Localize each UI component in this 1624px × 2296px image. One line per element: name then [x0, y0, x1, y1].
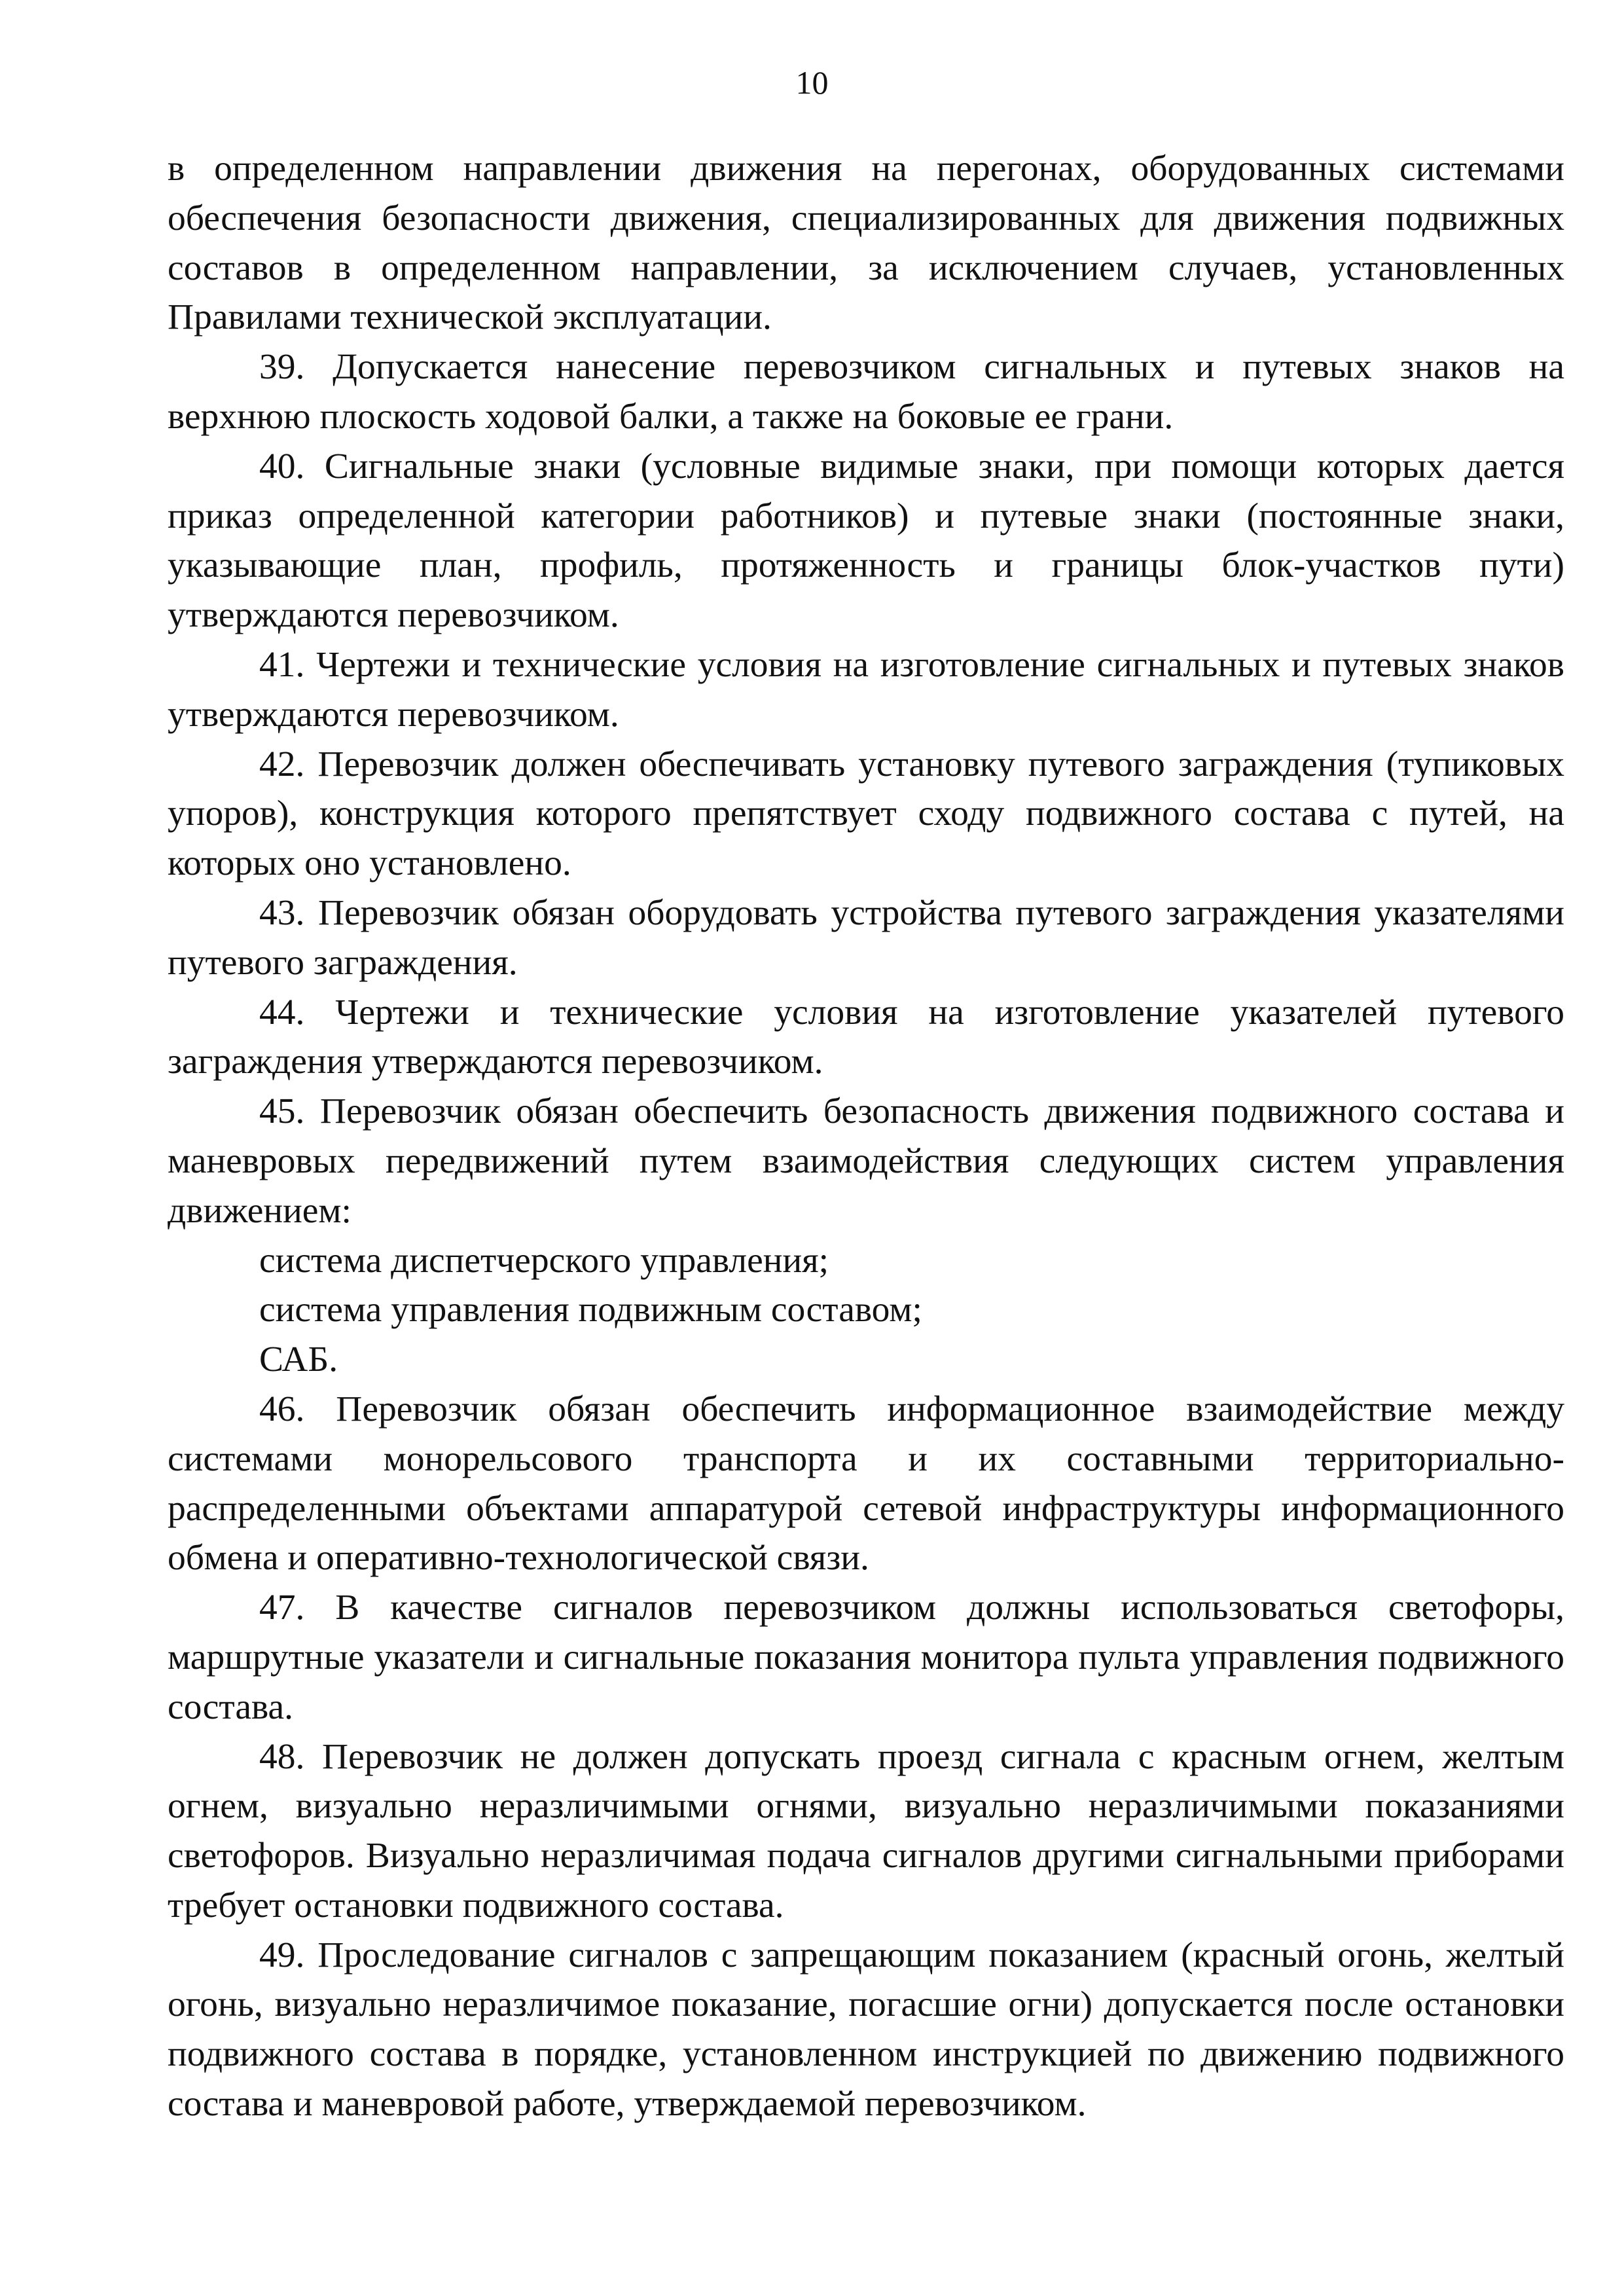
page-number: 10	[795, 64, 829, 101]
list-item-sab: САБ.	[259, 1339, 338, 1380]
paragraph-44: 44. Чертежи и технические условия на изготовление указателей путевого заграждения утверждаются перевозчиком.	[168, 992, 1564, 1082]
paragraph-40: 40. Сигнальные знаки (условные видимые знаки, при помощи которых дается приказ определенной категории работников) и путевые знаки (постоянные знаки, указывающие план, профиль, протяженность и границы блок-участков пути) утверждаются перевозчиком.	[168, 446, 1564, 636]
paragraph-45: 45. Перевозчик обязан обеспечить безопасность движения подвижного состава и маневровых передвижений путем взаимодействия следующих систем управления движением:	[168, 1091, 1564, 1231]
paragraph-49: 49. Проследование сигналов с запрещающим показанием (красный огонь, желтый огонь, визуально неразличимое показание, погасшие огни) допускается после остановки подвижного состава в порядке, установленном инструкцией по движению подвижного состава и маневровой работе, утверждаемой перевозчиком.	[168, 1935, 1564, 2124]
document-body	[168, 144, 1564, 2129]
paragraph-47: 47. В качестве сигналов перевозчиком должны использоваться светофоры, маршрутные указатели и сигнальные показания монитора пульта управления подвижного состава.	[168, 1588, 1564, 1727]
paragraph-48: 48. Перевозчик не должен допускать проезд сигнала с красным огнем, желтым огнем, визуально неразличимыми огнями, визуально неразличимыми показаниями светофоров. Визуально неразличимая подача сигналов другими сигнальными приборами требует остановки подвижного состава.	[168, 1736, 1564, 1925]
list-item-dispatch-system: система диспетчерского управления;	[259, 1240, 829, 1281]
paragraph-43: 43. Перевозчик обязан оборудовать устройства путевого заграждения указателями путевого заграждения.	[168, 892, 1564, 983]
paragraph-41: 41. Чертежи и технические условия на изготовление сигнальных и путевых знаков утверждаются перевозчиком.	[168, 644, 1564, 735]
paragraph-continuation: в определенном направлении движения на перегонах, оборудованных системами обеспечения безопасности движения, специализированных для движения подвижных составов в определенном направлении, за исключением случаев, установленных Правилами технической эксплуатации.	[168, 149, 1564, 338]
paragraph-42: 42. Перевозчик должен обеспечивать установку путевого заграждения (тупиковых упоров), конструкция которого препятствует сходу подвижного состава с путей, на которых оно установлено.	[168, 744, 1564, 884]
list-item-rolling-stock-control: система управления подвижным составом;	[259, 1290, 922, 1330]
paragraph-46: 46. Перевозчик обязан обеспечить информационное взаимодействие между системами монорельсового транспорта и их составными территориально-распределенными объектами аппаратурой сетевой инфраструктуры информационного обмена и оперативно-технологической связи.	[168, 1389, 1564, 1578]
paragraph-39: 39. Допускается нанесение перевозчиком сигнальных и путевых знаков на верхнюю плоскость ходовой балки, а также на боковые ее грани.	[168, 347, 1564, 437]
